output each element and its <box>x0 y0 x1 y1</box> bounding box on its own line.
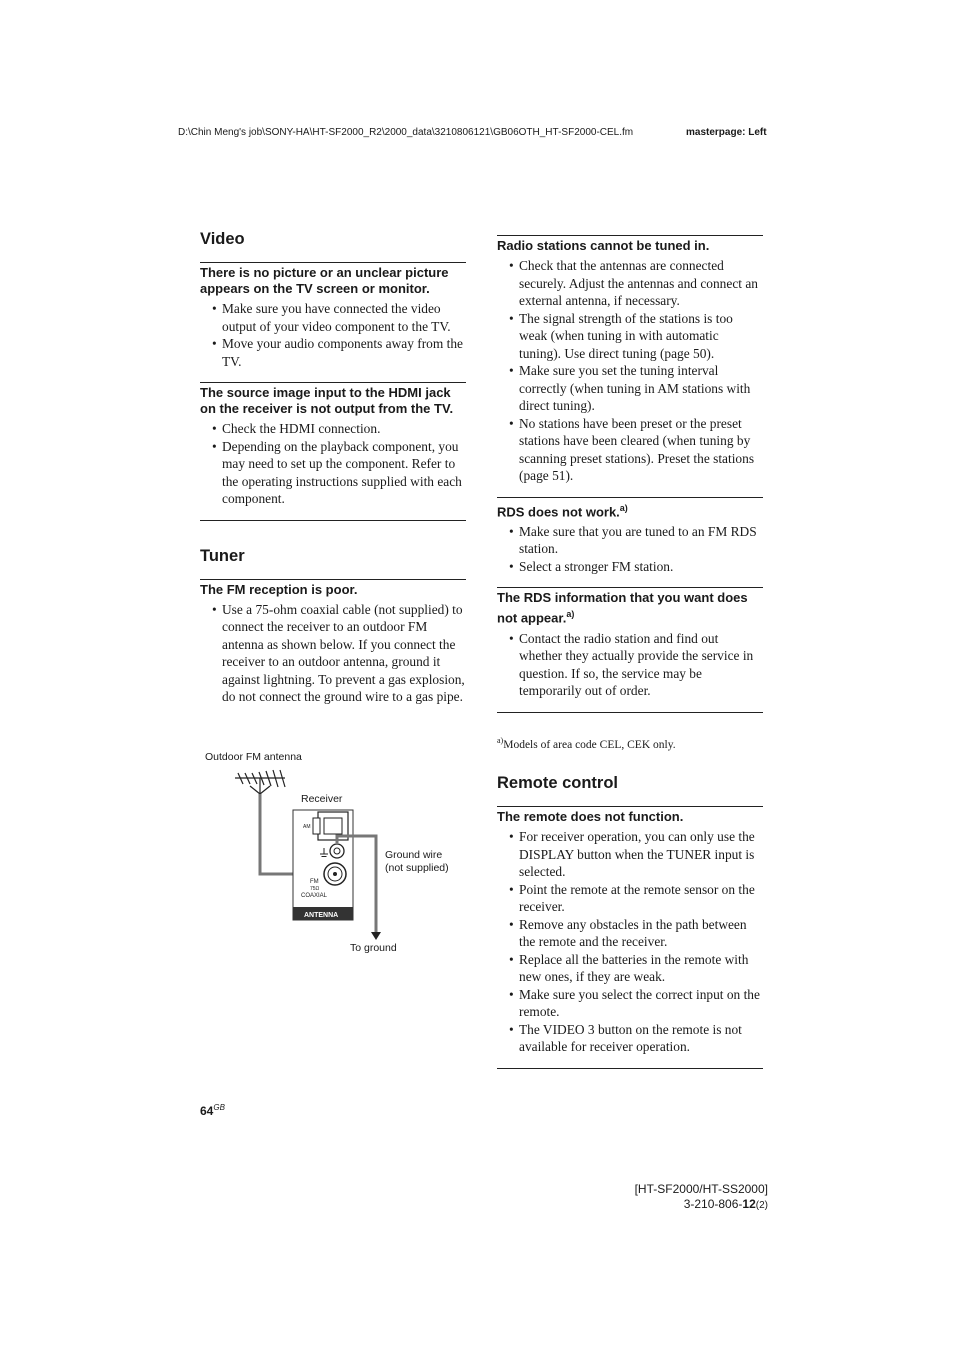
left-column <box>200 229 466 718</box>
subsection-title: Radio stations cannot be tuned in. <box>497 238 710 253</box>
subsection-title-text: RDS does not work. <box>497 503 620 519</box>
right-column <box>497 235 763 1069</box>
am-terminal-clip <box>313 818 320 834</box>
footnote-marker: a) <box>566 609 575 620</box>
list-item: • Make sure that you are tuned to an FM RDS station. <box>509 523 763 558</box>
footnote-marker: a) <box>619 502 628 513</box>
am-label: AM <box>303 824 311 830</box>
bullet-list <box>200 601 466 706</box>
subsection-title: There is no picture or an unclear picture appears on the TV screen or monitor. <box>200 265 449 296</box>
part-number-bold: 12 <box>742 1197 756 1211</box>
part-number <box>635 1197 768 1213</box>
fm-label: FM <box>310 879 319 885</box>
bullet-list <box>497 523 763 576</box>
list-item: • Replace all the batteries in the remote with new ones, if they are weak. <box>509 951 763 986</box>
list-item: • Select a stronger FM station. <box>509 558 763 576</box>
ohm-label: 75Ω <box>310 886 320 892</box>
list-item: • Check that the antennas are connected securely. Adjust the antennas and connect an external antenna, if necessary. <box>509 257 763 310</box>
model-code <box>635 1182 768 1213</box>
list-item: • Use a 75-ohm coaxial cable (not supplied) to connect the receiver to an outdoor FM antenna as shown below. If you connect the receiver to an outdoor antenna, ground it against lightning. To prevent a gas explosion, do not connect the ground wire to a gas pipe. <box>212 601 466 706</box>
subsection-title <box>497 500 763 520</box>
bullet-list <box>200 300 466 370</box>
list-item: • Make sure you set the tuning interval correctly (when tuning in AM stations with direct tuning). <box>509 362 763 415</box>
ground-wire-label: Ground wire (not supplied) <box>385 849 449 874</box>
section-end-rule <box>497 712 763 713</box>
subsection-radio-stations <box>497 235 763 485</box>
list-item: • Remove any obstacles in the path between the remote and the receiver. <box>509 916 763 951</box>
subsection-title-text: The RDS information that you want does not appear. <box>497 590 748 626</box>
subsection-fm-poor <box>200 579 466 706</box>
bullet-list <box>497 630 763 700</box>
to-ground-label: To ground <box>350 942 397 954</box>
footnote-mark: a) <box>497 735 504 745</box>
subsection-title <box>497 590 763 626</box>
subsection-hdmi <box>200 382 466 508</box>
bullet-list <box>497 257 763 485</box>
list-item: • Check the HDMI connection. <box>212 420 466 438</box>
am-terminal-slot <box>324 818 342 834</box>
list-item: • Contact the radio station and find out whether they actually provide the service in question. If so, the service may be temporarily out of order. <box>509 630 763 700</box>
section-title-tuner: Tuner <box>200 546 245 565</box>
page-number <box>200 1103 225 1118</box>
part-number-prefix: 3-210-806- <box>683 1197 743 1211</box>
header-masterpage: masterpage: Left <box>686 127 767 138</box>
subsection-rds <box>497 497 763 576</box>
part-number-suffix: (2) <box>755 1200 768 1211</box>
ground-terminal <box>330 844 344 858</box>
list-item: • No stations have been preset or the preset stations have been cleared (when tuning by scanning preset stations). Preset the stations (page 51). <box>509 415 763 485</box>
list-item: • The signal strength of the stations is too weak (when tuning in with automatic tuning). Use direct tuning (page 50). <box>509 310 763 363</box>
subsection-title: The remote does not function. <box>497 809 684 825</box>
section-title-video: Video <box>200 230 245 248</box>
model-name: [HT-SF2000/HT-SS2000] <box>634 1182 768 1196</box>
list-item: • Make sure you select the correct input on the remote. <box>509 986 763 1021</box>
footnote-text: Models of area code CEL, CEK only. <box>503 738 676 751</box>
section-end-rule <box>200 520 466 521</box>
subsection-remote-no-function <box>497 806 763 1056</box>
section-end-rule <box>497 1068 763 1069</box>
list-item: • Move your audio components away from the TV. <box>212 335 466 370</box>
receiver-label: Receiver <box>301 793 343 805</box>
outdoor-antenna-label: Outdoor FM antenna <box>205 751 302 763</box>
antenna-panel-label: ANTENNA <box>304 912 339 919</box>
subsection-title: The FM reception is poor. <box>200 581 358 597</box>
subsection-title: The source image input to the HDMI jack on the receiver is not output from the TV. <box>200 385 454 416</box>
bullet-list <box>200 420 466 508</box>
page-number-suffix: GB <box>213 1103 225 1112</box>
outdoor-antenna-icon <box>235 770 285 794</box>
list-item: • Depending on the playback component, you may need to set up the component. Refer to the operating instructions supplied with each component. <box>212 438 466 508</box>
list-item: • Point the remote at the remote sensor on the receiver. <box>509 881 763 916</box>
subsection-rds-info <box>497 587 763 699</box>
section-title-remote: Remote control <box>497 774 619 793</box>
footnote <box>497 734 763 752</box>
fm-coaxial-jack-pin <box>333 872 337 876</box>
page-number-value: 64 <box>200 1104 214 1118</box>
subsection-no-picture <box>200 262 466 370</box>
list-item: • The VIDEO 3 button on the remote is not available for receiver operation. <box>509 1021 763 1056</box>
bullet-list <box>497 828 763 1056</box>
arrow-down-icon <box>371 932 381 940</box>
list-item: • Make sure you have connected the video output of your video component to the TV. <box>212 300 466 335</box>
coaxial-label: COAXIAL <box>301 893 328 899</box>
list-item: • For receiver operation, you can only use the DISPLAY button when the TUNER input is selected. <box>509 828 763 881</box>
header-file-path: D:\Chin Meng's job\SONY-HA\HT-SF2000_R2\2000_data\3210806121\GB06OTH_HT-SF2000-CEL.fm <box>178 127 634 138</box>
antenna-connection-diagram <box>200 748 470 963</box>
